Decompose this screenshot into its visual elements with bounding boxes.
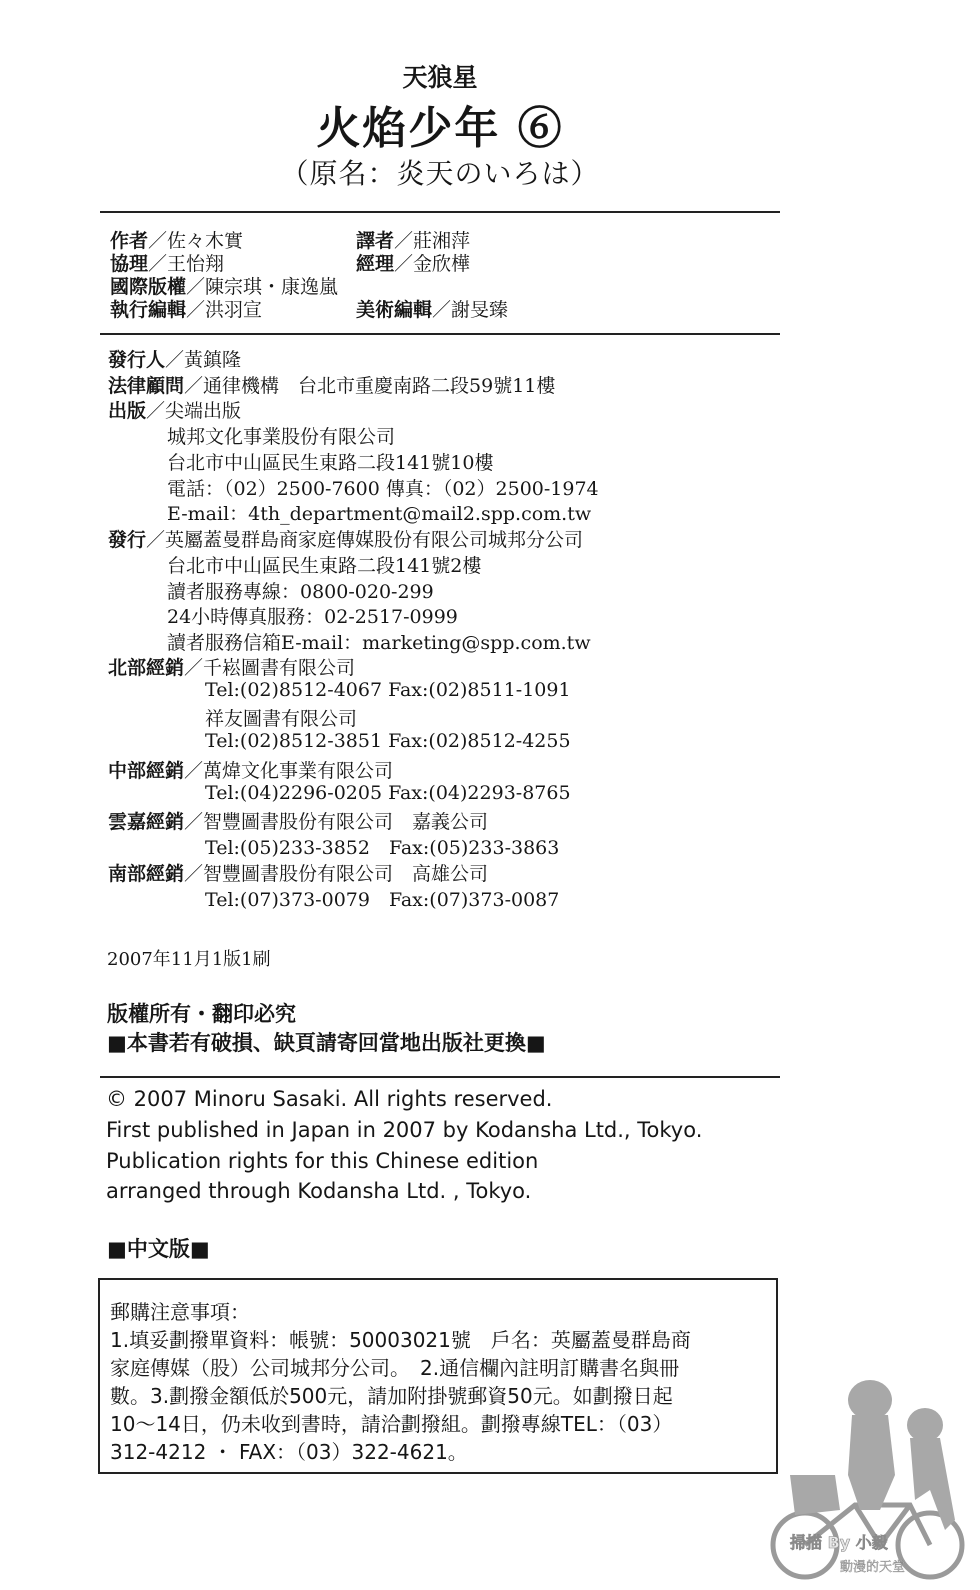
publisher-phone: 電話：（02）2500-7600 傳真：（02）2500-1974 [167,478,599,500]
publisher-address: 台北市中山區民生東路二段141號10樓 [167,452,494,474]
central-distributor-tel: Tel:(04)2296-0205 Fax:(04)2293-8765 [205,782,571,804]
english-rights-line: © 2007 Minoru Sasaki. All rights reserved. [106,1087,553,1111]
divider-top [100,211,780,213]
reader-hotline: 讀者服務專線：0800-020-299 [167,581,434,603]
imprint: 出版／尖端出版 [108,400,242,422]
bicycle-silhouette-icon [760,1380,975,1585]
north-distributor: 北部經銷／千崧圖書有限公司 [108,657,356,679]
damage-notice: ■本書若有破損、缺頁請寄回當地出版社更換■ [107,1031,546,1055]
mail-order-line: 10～14日，仍未收到書時，請洽劃撥組。劃撥專線TEL：（03） [110,1412,673,1436]
distributor-main: 發行／英屬蓋曼群島商家庭傳媒股份有限公司城邦分公司 [108,529,584,551]
publisher-company: 城邦文化事業股份有限公司 [167,426,396,448]
divider-credits [100,333,780,335]
central-distributor: 中部經銷／萬煒文化事業有限公司 [108,760,394,782]
fax-service: 24小時傳真服務：02-2517-0999 [167,606,458,628]
legal-advisor: 法律顧問／通律機構 台北市重慶南路二段59號11樓 [108,375,556,397]
mail-order-line: 312-4212 ・ FAX：（03）322-4621。 [110,1440,468,1464]
mail-order-line: 1.填妥劃撥單資料：帳號：50003021號 戶名：英屬蓋曼群島商 [110,1328,691,1352]
watermark-site: 動漫的天堂 [840,1560,906,1575]
divider-english [100,1076,780,1078]
publisher-person: 發行人／黃鎮隆 [108,349,242,371]
credit-translator: 譯者／莊湘萍 [356,230,471,252]
book-title: 火焰少年 ⑥ [316,103,564,154]
south-distributor-tel: Tel:(07)373-0079 Fax:(07)373-0087 [205,889,560,911]
mail-order-line: 家庭傳媒（股）公司城邦分公司。 2.通信欄內註明訂購書名與冊 [110,1356,680,1380]
edition-date: 2007年11月1版1刷 [107,949,271,970]
north-distributor-1-tel: Tel:(02)8512-4067 Fax:(02)8511-1091 [205,679,571,701]
english-rights-line: arranged through Kodansha Ltd. , Tokyo. [106,1179,532,1203]
credit-manager: 經理／金欣樺 [356,253,471,275]
credit-art-editor: 美術編輯／謝旻臻 [356,299,509,321]
credit-editor: 執行編輯／洪羽宣 [110,299,263,321]
yunjia-distributor: 雲嘉經銷／智豐圖書股份有限公司 嘉義公司 [108,811,489,833]
yunjia-distributor-tel: Tel:(05)233-3852 Fax:(05)233-3863 [205,837,560,859]
scanner-watermark [760,1380,975,1585]
south-distributor: 南部經銷／智豐圖書股份有限公司 高雄公司 [108,863,489,885]
chinese-edition-label: ■中文版■ [107,1237,210,1261]
watermark-credit: 掃描 By 小毅 [790,1533,888,1552]
publisher-email: E-mail：4th_department@mail2.spp.com.tw [167,503,592,525]
north-distributor-2-tel: Tel:(02)8512-3851 Fax:(02)8512-4255 [205,730,571,752]
credit-author: 作者／佐々木實 [110,230,244,252]
english-rights-line: First published in Japan in 2007 by Kodansha Ltd., Tokyo. [106,1118,703,1142]
north-distributor-2: 祥友圖書有限公司 [205,708,358,730]
reader-email: 讀者服務信箱E-mail：marketing@spp.com.tw [167,632,591,654]
series-name: 天狼星 [402,63,478,92]
credit-rights: 國際版權／陳宗琪・康逸嵐 [110,276,339,298]
english-rights-line: Publication rights for this Chinese edition [106,1149,539,1173]
credit-assist: 協理／王怡翔 [110,253,225,275]
mail-order-notice [98,1278,778,1474]
mail-order-heading: 郵購注意事項： [110,1300,250,1324]
distributor-address: 台北市中山區民生東路二段141號2樓 [167,555,482,577]
original-title: （原名：炎天のいろは） [280,157,600,190]
copyright-notice: 版權所有・翻印必究 [107,1002,296,1026]
mail-order-line: 數。3.劃撥金額低於500元，請加附掛號郵資50元。如劃撥日起 [110,1384,673,1408]
